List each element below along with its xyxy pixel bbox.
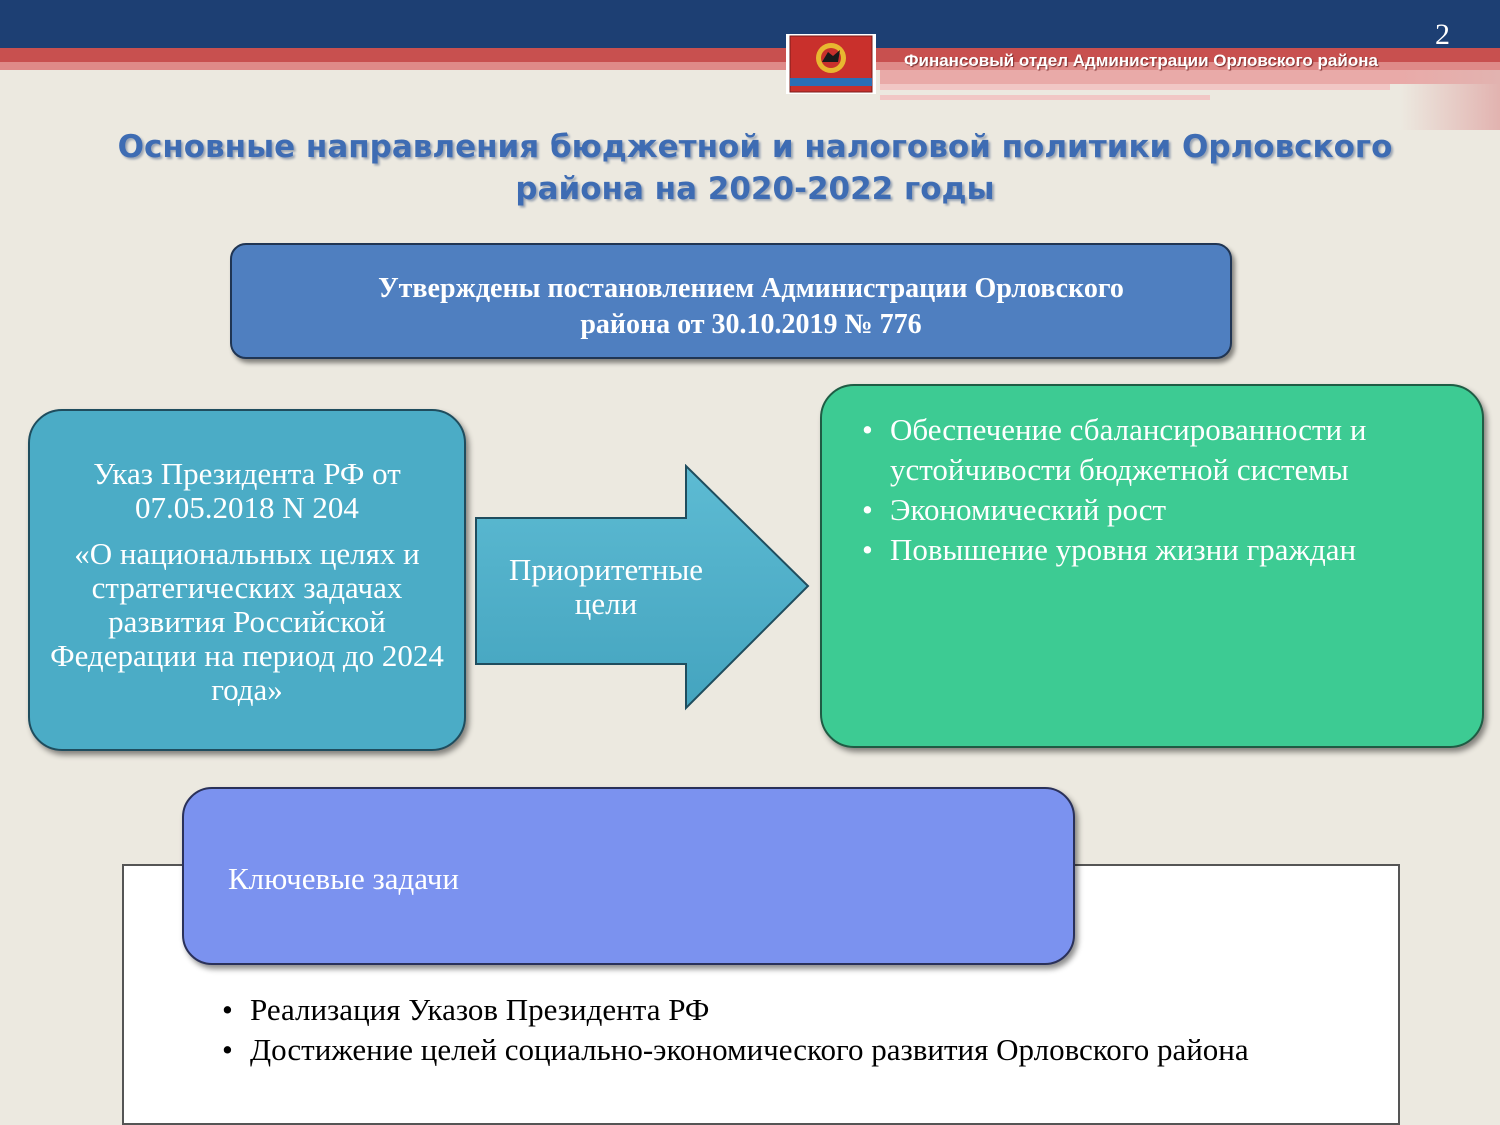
arrow-label-line2: цели: [574, 586, 638, 621]
decree-heading-line2: 07.05.2018 N 204: [135, 490, 359, 525]
decree-box: [28, 409, 466, 751]
goals-box: [820, 384, 1484, 748]
header-pink-line-short: [880, 95, 1210, 100]
priority-arrow-label: [478, 553, 734, 621]
tasks-heading-box: [182, 787, 1075, 965]
header-pink-line: [880, 84, 1390, 90]
arrow-label-line1: Приоритетные: [508, 552, 704, 587]
page-number: 2: [1435, 18, 1450, 51]
approval-box: [230, 243, 1232, 359]
tasks-list-container: [222, 992, 1282, 1072]
decree-heading-line1: Указ Президента РФ от: [93, 456, 401, 491]
approval-line1: Утверждены постановлением Администрации Орловского: [378, 273, 1124, 304]
header-top-bar: [0, 0, 1500, 48]
goal-item: • Повышение уровня жизни граждан: [862, 530, 1452, 570]
goal-item: • Обеспечение сбалансированности и устойчивости бюджетной системы: [862, 410, 1452, 490]
page-title-line2: района на 2020-2022 годы: [515, 171, 995, 207]
tasks-list: [222, 992, 1282, 1068]
goals-list: [862, 410, 1452, 570]
task-item: • Достижение целей социально-экономического развития Орловского района: [222, 1032, 1282, 1068]
header-fade: [1400, 70, 1500, 130]
approval-line2: района от 30.10.2019 № 776: [580, 309, 922, 340]
task-item: • Реализация Указов Президента РФ: [222, 992, 1282, 1028]
organization-name: Финансовый отдел Администрации Орловского района: [904, 51, 1378, 70]
decree-heading: [44, 457, 450, 525]
goal-item: • Экономический рост: [862, 490, 1452, 530]
district-emblem-icon: [786, 34, 876, 94]
tasks-heading: Ключевые задачи: [228, 861, 459, 896]
page-title-line1: Основные направления бюджетной и налоговой политики Орловского: [117, 129, 1393, 165]
page-title: [60, 126, 1450, 210]
decree-body: «О национальных целях и стратегических задачах развития Российской Федерации на период до 2024 года»: [50, 536, 444, 707]
